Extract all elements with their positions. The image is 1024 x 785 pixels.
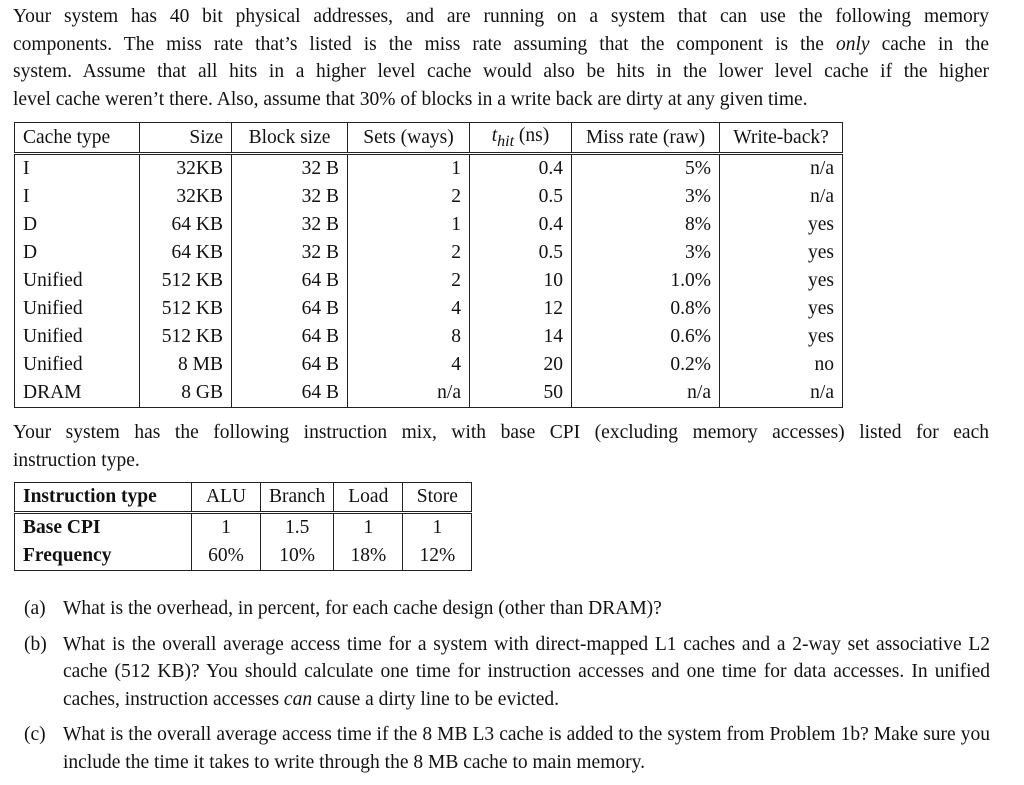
- cell-write-back: no: [720, 351, 843, 379]
- header-size: Size: [140, 123, 232, 154]
- cell-thit: 0.4: [470, 154, 572, 184]
- question-label: (c): [24, 724, 46, 745]
- cell-write-back: yes: [720, 211, 843, 239]
- header-alu: ALU: [192, 483, 261, 513]
- cell-alu: 60%: [192, 542, 261, 571]
- cell-thit: 10: [470, 267, 572, 295]
- cell-thit: 20: [470, 351, 572, 379]
- cell-cache-type: Unified: [15, 323, 140, 351]
- question-b: (b) What is the overall average access time for a system with direct-mapped L1 caches and a 2-way set associative L2 cache (512 KB)? You should calculate one time for instruction accesses and one time for data accesses. In unified caches, instruction accesses can cause a dirty line to be evicted.: [24, 631, 990, 714]
- cell-cache-type: D: [15, 211, 140, 239]
- cell-write-back: yes: [720, 323, 843, 351]
- header-branch: Branch: [261, 483, 334, 513]
- cell-cache-type: I: [15, 154, 140, 184]
- cell-cache-type: DRAM: [15, 379, 140, 408]
- intro-line: components. The miss rate that’s listed is the miss rate assuming that the component is the only cache in the: [13, 33, 989, 55]
- question-c: (c) What is the overall average access time if the 8 MB L3 cache is added to the system from Problem 1b? Make sure you include the time it takes to write through the 8 MB cache to main memory.: [24, 721, 990, 776]
- cell-block-size: 64 B: [232, 351, 348, 379]
- cell-load: 1: [334, 513, 403, 543]
- cell-miss-rate: 1.0%: [572, 267, 720, 295]
- cell-miss-rate: 3%: [572, 239, 720, 267]
- intro-line: level cache weren’t there. Also, assume that 30% of blocks in a write back are dirty at any given time.: [13, 88, 808, 110]
- table-header-row: [15, 123, 843, 154]
- intro-line: system. Assume that all hits in a higher level cache would also be hits in the lower level cache if the higher: [13, 61, 989, 82]
- cell-miss-rate: 5%: [572, 154, 720, 184]
- cell-sets-ways: 2: [348, 183, 470, 211]
- cell-size: 8 GB: [140, 379, 232, 408]
- cell-thit: 12: [470, 295, 572, 323]
- header-store: Store: [403, 483, 472, 513]
- cell-sets-ways: 2: [348, 267, 470, 295]
- cell-size: 32KB: [140, 154, 232, 184]
- table-header-row: [15, 483, 472, 513]
- table-row: [15, 323, 843, 351]
- mix-intro-line: instruction type.: [13, 449, 140, 471]
- row-label-base-cpi: Base CPI: [15, 513, 192, 543]
- cell-size: 32KB: [140, 183, 232, 211]
- table-row: [15, 267, 843, 295]
- header-thit: $t_{hit}$ (ns): [470, 123, 572, 154]
- question-a: (a) What is the overhead, in percent, for each cache design (other than DRAM)?: [24, 595, 990, 623]
- header-cache-type: Cache type: [15, 123, 140, 154]
- cell-miss-rate: 0.6%: [572, 323, 720, 351]
- table-row: [15, 542, 472, 571]
- cell-block-size: 32 B: [232, 211, 348, 239]
- cell-write-back: yes: [720, 295, 843, 323]
- cell-size: 64 KB: [140, 239, 232, 267]
- cell-miss-rate: n/a: [572, 379, 720, 408]
- table-row: [15, 513, 472, 543]
- cell-write-back: yes: [720, 267, 843, 295]
- header-write-back: Write-back?: [720, 123, 843, 154]
- cell-write-back: yes: [720, 239, 843, 267]
- cell-write-back: n/a: [720, 379, 843, 408]
- table-row: [15, 379, 843, 408]
- table-row: [15, 239, 843, 267]
- table-row: [15, 351, 843, 379]
- cell-sets-ways: 4: [348, 351, 470, 379]
- cell-cache-type: D: [15, 239, 140, 267]
- cell-thit: 50: [470, 379, 572, 408]
- header-miss-rate: Miss rate (raw): [572, 123, 720, 154]
- intro-paragraph: [13, 3, 989, 113]
- cell-block-size: 64 B: [232, 295, 348, 323]
- header-block-size: Block size: [232, 123, 348, 154]
- cell-thit: 14: [470, 323, 572, 351]
- header-load: Load: [334, 483, 403, 513]
- cell-store: 1: [403, 513, 472, 543]
- cell-thit: 0.5: [470, 183, 572, 211]
- cell-miss-rate: 8%: [572, 211, 720, 239]
- question-label: (b): [24, 633, 47, 655]
- cell-size: 64 KB: [140, 211, 232, 239]
- cell-size: 8 MB: [140, 351, 232, 379]
- cell-store: 12%: [403, 542, 472, 571]
- table-row: [15, 211, 843, 239]
- cell-cache-type: Unified: [15, 267, 140, 295]
- cell-branch: 1.5: [261, 513, 334, 543]
- cell-size: 512 KB: [140, 295, 232, 323]
- table-row: [15, 154, 843, 184]
- mix-intro-paragraph: [13, 419, 989, 474]
- cell-cache-type: Unified: [15, 351, 140, 379]
- cell-miss-rate: 3%: [572, 183, 720, 211]
- cell-block-size: 64 B: [232, 323, 348, 351]
- cell-alu: 1: [192, 513, 261, 543]
- cell-write-back: n/a: [720, 154, 843, 184]
- question-label: (a): [24, 598, 46, 619]
- cell-thit: 0.5: [470, 239, 572, 267]
- cell-sets-ways: 8: [348, 323, 470, 351]
- cell-miss-rate: 0.2%: [572, 351, 720, 379]
- cell-load: 18%: [334, 542, 403, 571]
- cell-sets-ways: 1: [348, 154, 470, 184]
- header-instruction-type: Instruction type: [15, 483, 192, 513]
- row-label-frequency: Frequency: [15, 542, 192, 571]
- cell-cache-type: I: [15, 183, 140, 211]
- mix-table-body: [15, 513, 472, 571]
- cell-cache-type: Unified: [15, 295, 140, 323]
- question-list: [24, 595, 990, 784]
- cell-sets-ways: 4: [348, 295, 470, 323]
- cache-table-body: [15, 154, 843, 408]
- cell-block-size: 64 B: [232, 379, 348, 408]
- cell-write-back: n/a: [720, 183, 843, 211]
- cell-miss-rate: 0.8%: [572, 295, 720, 323]
- cell-size: 512 KB: [140, 267, 232, 295]
- cell-branch: 10%: [261, 542, 334, 571]
- table-row: [15, 295, 843, 323]
- mix-intro-line: Your system has the following instruction mix, with base CPI (excluding memory accesses) listed for each: [13, 422, 989, 443]
- header-sets-ways: Sets (ways): [348, 123, 470, 154]
- cell-sets-ways: 2: [348, 239, 470, 267]
- cell-sets-ways: n/a: [348, 379, 470, 408]
- cell-block-size: 64 B: [232, 267, 348, 295]
- cell-size: 512 KB: [140, 323, 232, 351]
- cell-block-size: 32 B: [232, 183, 348, 211]
- cell-block-size: 32 B: [232, 154, 348, 184]
- instruction-mix-table: [14, 482, 472, 571]
- cell-block-size: 32 B: [232, 239, 348, 267]
- intro-line: Your system has 40 bit physical addresses, and are running on a system that can use the following memory: [13, 6, 989, 27]
- cell-sets-ways: 1: [348, 211, 470, 239]
- cache-components-table: [14, 122, 843, 408]
- cell-thit: 0.4: [470, 211, 572, 239]
- table-row: [15, 183, 843, 211]
